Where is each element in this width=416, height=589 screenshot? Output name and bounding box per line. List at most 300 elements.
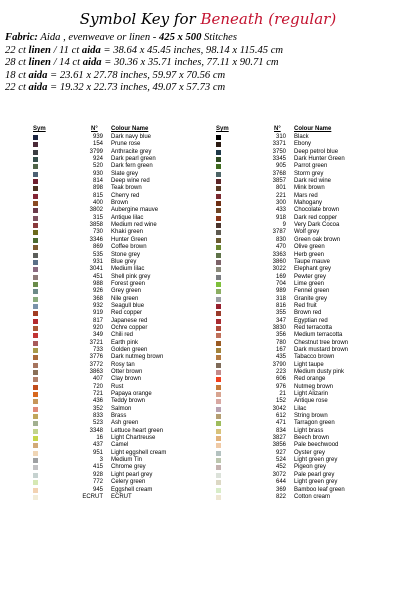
list-item	[216, 259, 376, 266]
thread-colour-name: Pale beechwood	[294, 442, 339, 449]
thread-number: 3721	[89, 339, 103, 346]
thread-number: 730	[92, 229, 103, 236]
thread-number: 520	[92, 163, 103, 170]
list-item	[33, 310, 193, 317]
thread-swatch	[216, 480, 221, 485]
thread-number: 930	[92, 170, 103, 177]
list-item	[33, 303, 193, 310]
thread-swatch	[216, 370, 221, 375]
thread-swatch	[33, 260, 38, 265]
list-item	[216, 494, 376, 501]
list-item	[216, 149, 376, 156]
thread-number: 919	[92, 310, 103, 317]
thread-swatch	[216, 194, 221, 199]
thread-number: 400	[92, 200, 103, 207]
thread-colour-name: Granite grey	[294, 295, 328, 302]
thread-swatch	[216, 260, 221, 265]
thread-number: 368	[92, 295, 103, 302]
list-item	[33, 288, 193, 295]
thread-colour-name: Light Alizarin	[294, 391, 329, 398]
list-item	[216, 229, 376, 236]
thread-number: 772	[92, 479, 103, 486]
thread-colour-name: Seagull blue	[111, 302, 145, 309]
thread-colour-name: Celery green	[111, 479, 146, 486]
thread-swatch	[216, 443, 221, 448]
thread-number: 21	[279, 391, 286, 398]
title-prefix: Symbol Key for	[79, 10, 196, 28]
thread-swatch	[33, 443, 38, 448]
thread-colour-name: Dark fern green	[111, 163, 153, 170]
thread-colour-name: Ochre copper	[111, 324, 148, 331]
thread-number: 433	[275, 207, 286, 214]
list-item	[33, 369, 193, 376]
thread-colour-name: Medium dusty pink	[294, 369, 345, 375]
thread-number: 451	[92, 273, 103, 280]
thread-number: 452	[275, 464, 286, 471]
list-item	[216, 325, 376, 332]
thread-number: 822	[275, 493, 286, 500]
thread-colour-name: Ebony	[294, 141, 312, 148]
thread-colour-name: Brown	[111, 200, 129, 207]
thread-swatch	[216, 311, 221, 316]
thread-swatch	[33, 333, 38, 338]
thread-number: 817	[92, 317, 103, 324]
list-item	[216, 457, 376, 464]
list-item	[33, 450, 193, 457]
list-item	[33, 134, 193, 141]
thread-number: 869	[92, 244, 103, 251]
thread-swatch	[216, 179, 221, 184]
thread-colour-name: Dark Hunter Green	[294, 156, 345, 163]
thread-colour-name: Chestnut tree brown	[294, 339, 349, 346]
thread-colour-name: Deep petrol blue	[294, 148, 339, 155]
list-item	[33, 464, 193, 471]
thread-number: 436	[92, 398, 103, 405]
thread-number: 3371	[272, 141, 286, 148]
thread-swatch	[216, 377, 221, 382]
thread-swatch	[216, 392, 221, 397]
thread-number: 898	[92, 185, 103, 192]
thread-swatch	[33, 429, 38, 434]
thread-colour-name: Ash green	[111, 420, 139, 427]
list-item	[216, 185, 376, 192]
thread-swatch	[216, 142, 221, 147]
thread-number: 355	[275, 310, 286, 317]
thread-swatch	[216, 186, 221, 191]
list-item	[33, 340, 193, 347]
thread-swatch	[216, 495, 221, 500]
thread-number: 932	[92, 302, 103, 309]
thread-number: 3799	[89, 148, 103, 155]
thread-number: 801	[275, 185, 286, 192]
list-item	[33, 156, 193, 163]
thread-number: 523	[92, 420, 103, 427]
thread-swatch	[33, 319, 38, 324]
list-item	[216, 369, 376, 376]
thread-colour-name: Mink brown	[294, 185, 325, 192]
thread-swatch	[216, 157, 221, 162]
thread-swatch	[216, 421, 221, 426]
list-item	[33, 428, 193, 435]
thread-swatch	[216, 230, 221, 235]
list-item	[33, 354, 193, 361]
colour-name-header: Colour Name	[294, 126, 332, 132]
thread-colour-name: Clay brown	[111, 376, 142, 383]
thread-number: 524	[275, 457, 286, 464]
thread-colour-name: Fennel green	[294, 288, 330, 295]
thread-colour-name: Dark nutmeg brown	[111, 354, 164, 361]
thread-number: 945	[92, 486, 103, 493]
thread-number: 3768	[272, 170, 286, 177]
list-item	[33, 229, 193, 236]
thread-colour-name: Medium Tin	[111, 457, 143, 464]
thread-swatch	[33, 451, 38, 456]
thread-swatch	[33, 377, 38, 382]
thread-swatch	[216, 465, 221, 470]
list-item	[216, 487, 376, 494]
thread-colour-name: Eggshell cream	[111, 486, 153, 493]
thread-number: 733	[92, 346, 103, 353]
list-item	[216, 200, 376, 207]
thread-swatch	[216, 399, 221, 404]
thread-number: 926	[92, 288, 103, 295]
thread-number: 612	[275, 413, 286, 420]
column-header	[216, 125, 376, 134]
thread-swatch	[33, 414, 38, 419]
thread-colour-name: Prune rose	[111, 141, 141, 148]
thread-colour-name: Grey green	[111, 288, 142, 295]
list-item	[33, 207, 193, 214]
list-item	[33, 332, 193, 339]
list-item	[216, 156, 376, 163]
thread-swatch	[33, 230, 38, 235]
list-item	[216, 347, 376, 354]
list-item	[216, 163, 376, 170]
list-item	[33, 384, 193, 391]
list-item	[33, 281, 193, 288]
thread-colour-name: Elephant grey	[294, 266, 332, 273]
thread-number: 3856	[272, 442, 286, 449]
thread-number: 833	[92, 413, 103, 420]
list-item	[33, 185, 193, 192]
thread-swatch	[33, 267, 38, 272]
thread-number: 154	[92, 141, 103, 148]
thread-colour-name: Lettuce heart green	[111, 427, 164, 434]
thread-swatch	[33, 194, 38, 199]
thread-colour-name: Very Dark Cocoa	[294, 222, 340, 229]
colour-name-header: Colour Name	[111, 126, 149, 132]
list-item	[216, 479, 376, 486]
list-item	[33, 274, 193, 281]
list-item	[216, 134, 376, 141]
thread-swatch	[216, 385, 221, 390]
thread-colour-name: Papaya orange	[111, 391, 152, 398]
thread-colour-name: Rosy tan	[111, 361, 135, 368]
thread-swatch	[216, 164, 221, 169]
thread-swatch	[216, 238, 221, 243]
thread-colour-name: Beech brown	[294, 435, 330, 442]
thread-swatch	[33, 172, 38, 177]
thread-swatch	[216, 245, 221, 250]
thread-number: 310	[275, 134, 286, 140]
column-header	[33, 125, 193, 134]
list-item	[216, 398, 376, 405]
thread-swatch	[216, 216, 221, 221]
thread-colour-name: Tarragon green	[294, 420, 335, 427]
thread-number: 347	[275, 317, 286, 324]
key-column-right	[216, 125, 376, 501]
sym-header: Sym	[33, 126, 46, 132]
list-item	[33, 237, 193, 244]
list-item	[33, 479, 193, 486]
list-item	[216, 274, 376, 281]
list-item	[216, 310, 376, 317]
list-item	[216, 406, 376, 413]
thread-colour-name: Pewter grey	[294, 273, 327, 280]
thread-swatch	[33, 142, 38, 147]
thread-swatch	[33, 304, 38, 309]
list-item	[33, 420, 193, 427]
thread-swatch	[33, 392, 38, 397]
thread-swatch	[216, 150, 221, 155]
title-pattern-name: Beneath (regular)	[200, 10, 337, 28]
thread-number: 3772	[89, 361, 103, 368]
thread-colour-name: Brass	[111, 413, 127, 420]
thread-colour-name: Camel	[111, 442, 129, 449]
thread-number: 3363	[272, 251, 286, 258]
thread-colour-name: Storm grey	[294, 170, 324, 177]
thread-swatch	[33, 495, 38, 500]
thread-colour-name: Dark red copper	[294, 214, 338, 221]
list-item	[216, 244, 376, 251]
thread-swatch	[216, 267, 221, 272]
thread-swatch	[216, 304, 221, 309]
thread-number: 318	[275, 295, 286, 302]
thread-swatch	[33, 253, 38, 258]
key-list-left	[33, 134, 193, 501]
thread-colour-name: Red orange	[294, 376, 326, 383]
list-item	[216, 354, 376, 361]
thread-colour-name: Deep wine red	[111, 178, 150, 185]
list-item	[33, 376, 193, 383]
thread-swatch	[216, 363, 221, 368]
thread-swatch	[33, 282, 38, 287]
thread-number: 3750	[272, 148, 286, 155]
thread-number: 815	[92, 192, 103, 199]
thread-swatch	[33, 275, 38, 280]
list-item	[216, 222, 376, 229]
thread-swatch	[216, 289, 221, 294]
list-item	[216, 288, 376, 295]
thread-colour-name: Dark navy blue	[111, 134, 152, 140]
thread-swatch	[33, 245, 38, 250]
thread-number: 407	[92, 376, 103, 383]
thread-number: 471	[275, 420, 286, 427]
thread-swatch	[33, 370, 38, 375]
thread-colour-name: Medium red wine	[111, 222, 157, 229]
fabric-line: 28 ct linen / 14 ct aida = 30.36 x 35.71 inches, 77.11 x 90.71 cm	[5, 57, 279, 69]
number-header: N°	[274, 126, 281, 132]
thread-number: 223	[275, 369, 286, 375]
thread-swatch	[33, 311, 38, 316]
thread-number: 300	[275, 200, 286, 207]
thread-number: 169	[275, 273, 286, 280]
list-item	[216, 428, 376, 435]
thread-colour-name: Parrot green	[294, 163, 328, 170]
thread-colour-name: Aubergine mauve	[111, 207, 159, 214]
thread-colour-name: Forest green	[111, 280, 146, 287]
thread-number: 704	[275, 280, 286, 287]
thread-swatch	[33, 216, 38, 221]
thread-colour-name: Green oak brown	[294, 236, 341, 243]
thread-swatch	[33, 341, 38, 346]
thread-number: 167	[275, 346, 286, 353]
thread-number: 3858	[89, 222, 103, 229]
list-item	[33, 163, 193, 170]
thread-colour-name: Red copper	[111, 310, 143, 317]
thread-swatch	[33, 157, 38, 162]
thread-swatch	[216, 172, 221, 177]
thread-colour-name: Hunter Green	[111, 236, 148, 243]
thread-swatch	[216, 488, 221, 493]
list-item	[33, 362, 193, 369]
thread-colour-name: Mahogany	[294, 200, 323, 207]
thread-number: 3	[99, 457, 103, 464]
thread-colour-name: Chili red	[111, 332, 134, 339]
list-item	[216, 318, 376, 325]
list-item	[33, 141, 193, 148]
list-item	[216, 171, 376, 178]
thread-colour-name: Blue grey	[111, 258, 137, 265]
thread-swatch	[33, 348, 38, 353]
thread-number: 814	[92, 178, 103, 185]
list-item	[216, 215, 376, 222]
list-item	[216, 193, 376, 200]
list-item	[216, 442, 376, 449]
thread-number: 3827	[272, 435, 286, 442]
thread-colour-name: Light green grey	[294, 457, 338, 464]
thread-swatch	[216, 458, 221, 463]
list-item	[216, 207, 376, 214]
thread-number: 918	[275, 214, 286, 221]
thread-swatch	[33, 480, 38, 485]
thread-number: 3787	[272, 229, 286, 236]
list-item	[33, 487, 193, 494]
thread-colour-name: Shell pink grey	[111, 273, 151, 280]
thread-number: 9	[282, 222, 286, 229]
thread-number: 16	[96, 435, 103, 442]
list-item	[216, 266, 376, 273]
list-item	[33, 259, 193, 266]
thread-colour-name: Wolf grey	[294, 229, 320, 236]
thread-colour-name: Pigeon grey	[294, 464, 327, 471]
thread-number: 356	[275, 332, 286, 339]
thread-colour-name: Light brass	[294, 427, 324, 434]
thread-colour-name: Light green grey	[294, 479, 338, 486]
thread-colour-name: Slate grey	[111, 170, 139, 177]
thread-number: 3041	[89, 266, 103, 273]
thread-colour-name: Taupe mauve	[294, 258, 331, 265]
thread-colour-name: Japanese red	[111, 317, 148, 324]
thread-colour-name: Anthracite grey	[111, 148, 152, 155]
sym-header: Sym	[216, 126, 229, 132]
thread-colour-name: Dark mustard brown	[294, 346, 349, 353]
list-item	[216, 340, 376, 347]
thread-swatch	[216, 253, 221, 258]
thread-swatch	[33, 238, 38, 243]
thread-number: 437	[92, 442, 103, 449]
thread-swatch	[33, 186, 38, 191]
thread-number: 780	[275, 339, 286, 346]
thread-swatch	[216, 341, 221, 346]
thread-colour-name: Earth pink	[111, 339, 139, 346]
thread-colour-name: Pale pearl grey	[294, 471, 335, 478]
thread-colour-name: Medium terracotta	[294, 332, 343, 339]
thread-swatch	[216, 275, 221, 280]
thread-colour-name: Antique lilac	[111, 214, 144, 221]
list-item	[33, 442, 193, 449]
thread-number: 905	[275, 163, 286, 170]
thread-swatch	[33, 201, 38, 206]
thread-swatch	[33, 399, 38, 404]
thread-swatch	[216, 407, 221, 412]
thread-swatch	[216, 451, 221, 456]
thread-colour-name: Tabacco brown	[294, 354, 335, 361]
list-item	[33, 391, 193, 398]
page-title	[0, 10, 416, 28]
thread-number: ECRUT	[82, 493, 103, 500]
list-item	[216, 178, 376, 185]
thread-number: 830	[275, 236, 286, 243]
list-item	[33, 193, 193, 200]
fabric-line: 22 ct linen / 11 ct aida = 38.64 x 45.45 inches, 98.14 x 115.45 cm	[5, 44, 284, 56]
list-item	[33, 472, 193, 479]
thread-number: 535	[92, 251, 103, 258]
thread-number: 435	[275, 354, 286, 361]
thread-swatch	[216, 135, 221, 140]
list-item	[33, 252, 193, 259]
list-item	[216, 237, 376, 244]
thread-swatch	[216, 348, 221, 353]
thread-swatch	[33, 385, 38, 390]
thread-colour-name: Egyptian red	[294, 317, 328, 324]
thread-colour-name: Nile green	[111, 295, 139, 302]
thread-colour-name: Lilac	[294, 405, 307, 412]
thread-swatch	[33, 465, 38, 470]
thread-number: 920	[92, 324, 103, 331]
thread-number: 988	[92, 280, 103, 287]
thread-number: 3857	[272, 178, 286, 185]
thread-number: 3348	[89, 427, 103, 434]
thread-number: 315	[92, 214, 103, 221]
thread-number: 928	[92, 471, 103, 478]
thread-swatch	[33, 208, 38, 213]
thread-number: 470	[275, 244, 286, 251]
thread-swatch	[216, 473, 221, 478]
thread-colour-name: Chrome grey	[111, 464, 146, 471]
thread-number: 415	[92, 464, 103, 471]
list-item	[216, 435, 376, 442]
list-item	[33, 215, 193, 222]
thread-swatch	[216, 297, 221, 302]
thread-number: 927	[275, 449, 286, 456]
thread-colour-name: Chocolate brown	[294, 207, 340, 214]
thread-colour-name: Oyster grey	[294, 449, 326, 456]
thread-colour-name: Red terracotta	[294, 324, 333, 331]
thread-swatch	[33, 421, 38, 426]
list-item	[33, 413, 193, 420]
thread-colour-name: Olive green	[294, 244, 325, 251]
